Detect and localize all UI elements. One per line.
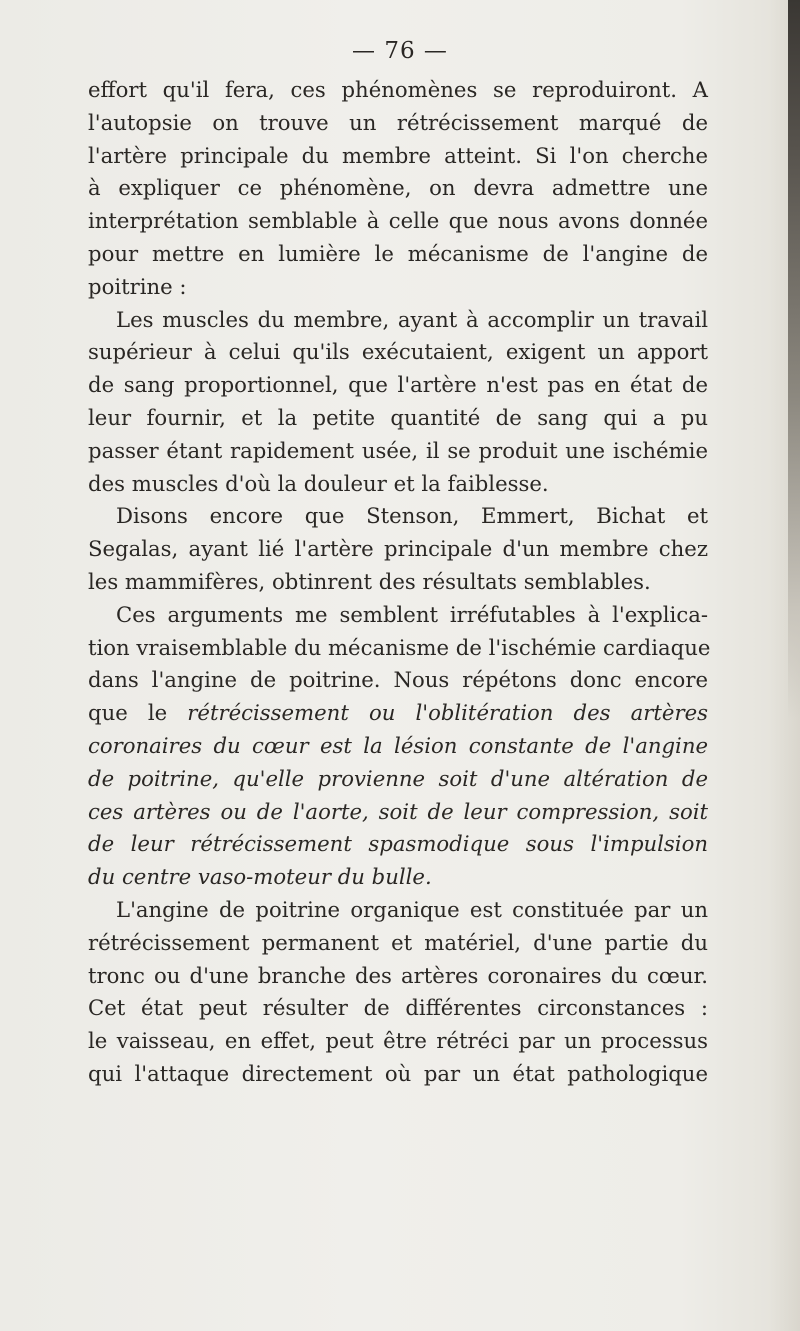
text-line <box>88 861 708 894</box>
text-line <box>88 828 708 861</box>
text-line: Segalas, ayant lié l'artère principale d'un membre chez <box>88 536 708 562</box>
italic-text-segment: de leur rétrécissement spasmodique sous l'impulsion <box>88 831 708 857</box>
text-line: de sang proportionnel, que l'artère n'est pas en état de <box>88 372 708 398</box>
text-line: L'angine de poitrine organique est constituée par un <box>116 896 708 922</box>
text-line: rétrécissement permanent et matériel, d'une partie du <box>88 929 708 955</box>
text-line: effort qu'il fera, ces phénomènes se reproduiront. A <box>88 77 708 102</box>
text-segment: que le <box>88 700 188 726</box>
text-line: le vaisseau, en effet, peut être rétréci par un processus <box>88 1028 708 1054</box>
italic-text-segment: du centre vaso-moteur du bulle. <box>88 864 432 890</box>
text-line: poitrine : <box>88 273 187 299</box>
text-line: des muscles d'où la douleur et la faiblesse. <box>88 470 549 496</box>
text-line: interprétation semblable à celle que nous avons donnée <box>88 208 708 234</box>
italic-text-segment: de poitrine, qu'elle provienne soit d'une altération de <box>88 765 708 791</box>
text-line: Ces arguments me semblent irréfutables à l'explica- <box>116 601 708 627</box>
text-line: tronc ou d'une branche des artères coronaires du cœur. <box>88 962 708 988</box>
italic-text-segment: ces artères ou de l'aorte, soit de leur compression, soit <box>88 798 708 824</box>
text-line: supérieur à celui qu'ils exécutaient, exigent un apport <box>88 339 708 365</box>
text-line <box>88 796 708 829</box>
text-line: tion vraisemblable du mécanisme de l'ischémie cardiaque <box>88 634 711 660</box>
text-line: les mammifères, obtinrent des résultats semblables. <box>88 568 651 594</box>
text-line: qui l'attaque directement où par un état pathologique <box>88 1060 708 1086</box>
page-number: — 76 — <box>352 38 448 64</box>
text-line: à expliquer ce phénomène, on devra admettre une <box>88 175 708 201</box>
text-line: leur fournir, et la petite quantité de sang qui a pu <box>88 404 708 430</box>
text-line: Cet état peut résulter de différentes circonstances : <box>88 995 708 1021</box>
text-line <box>88 730 708 763</box>
text-line: passer étant rapidement usée, il se produit une ischémie <box>88 437 708 463</box>
text-line: l'autopsie on trouve un rétrécissement marqué de <box>88 109 708 135</box>
body-text <box>88 74 711 1091</box>
italic-text-segment: coronaires du cœur est la lésion constante de l'angine <box>88 732 708 758</box>
page-edge-shadow <box>788 0 800 720</box>
text-line: pour mettre en lumière le mécanisme de l'angine de <box>88 240 708 266</box>
text-line <box>88 697 708 730</box>
text-line <box>88 763 708 796</box>
italic-text-segment: rétrécissement ou l'oblitération des artères <box>187 700 708 726</box>
text-line: l'artère principale du membre atteint. Si l'on cherche <box>88 142 708 168</box>
text-line: Les muscles du membre, ayant à accomplir un travail <box>116 306 708 332</box>
text-line: Disons encore que Stenson, Emmert, Bichat et <box>116 503 708 529</box>
text-line: dans l'angine de poitrine. Nous répétons donc encore <box>88 667 708 693</box>
